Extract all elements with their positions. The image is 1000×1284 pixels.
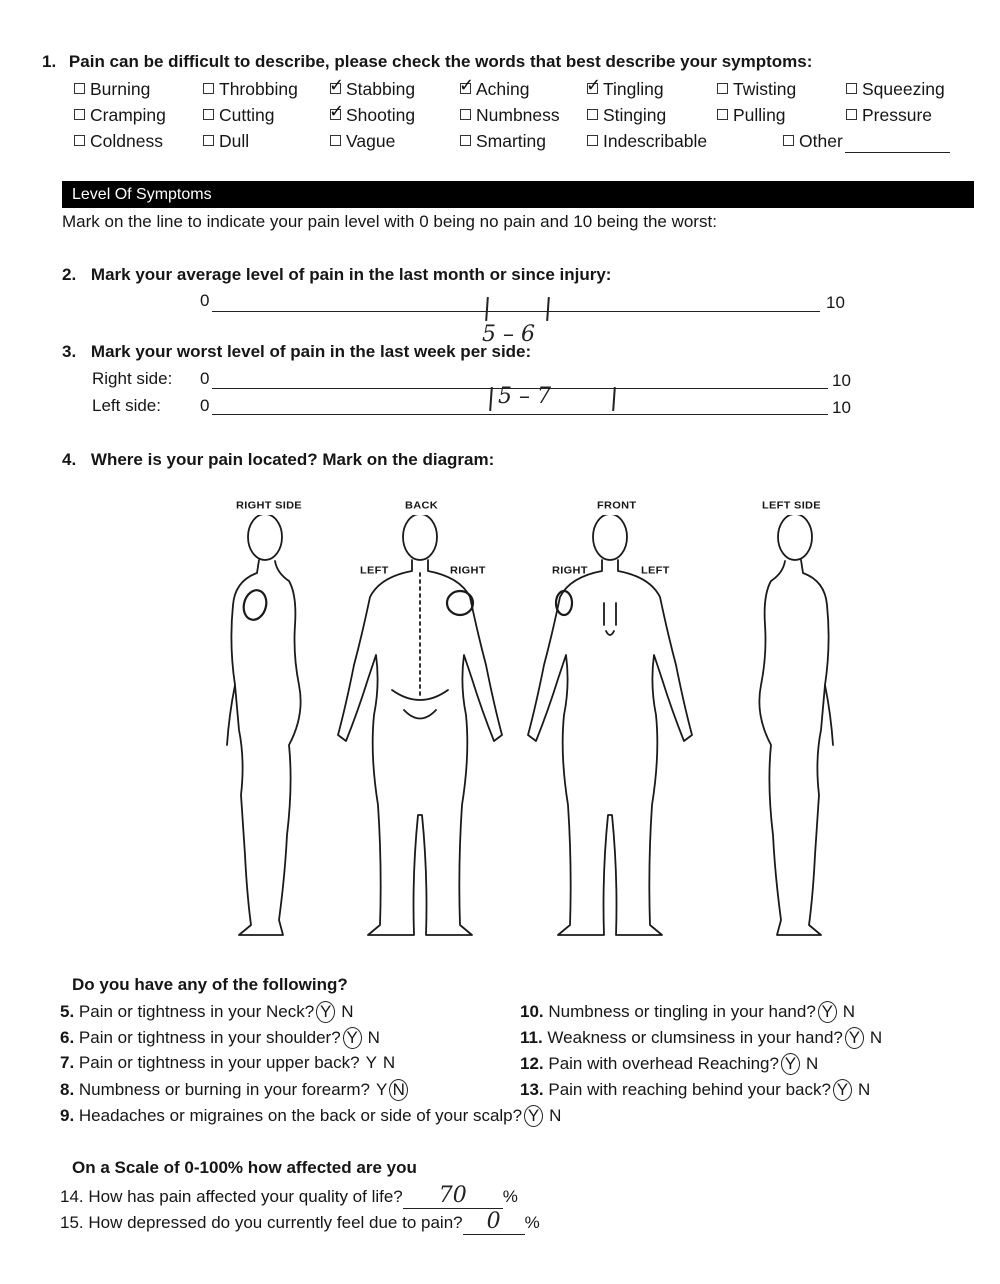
check-mark-icon: ✓ — [329, 75, 345, 95]
q3-prompt — [62, 342, 531, 362]
answer-no[interactable]: N — [389, 1079, 408, 1101]
q3-left-scale-line[interactable] — [212, 414, 828, 415]
question-number: 6. — [60, 1028, 79, 1047]
answer-yes[interactable]: Y — [524, 1105, 543, 1127]
answer-no[interactable]: N — [857, 1080, 871, 1099]
q3-handwritten-range: 5 – 7 — [498, 384, 551, 409]
checkbox-icon[interactable] — [203, 109, 214, 120]
answer-yes[interactable]: Y — [845, 1027, 864, 1049]
checkbox-icon[interactable] — [460, 109, 471, 120]
answer-yes[interactable]: Y — [343, 1027, 362, 1049]
q2-scale-line[interactable] — [212, 311, 820, 312]
figure-front[interactable] — [528, 515, 692, 935]
option-label: Pulling — [733, 105, 786, 125]
checkbox-icon[interactable] — [587, 135, 598, 146]
option-other[interactable] — [783, 131, 950, 153]
q2-text: Mark your average level of pain in the last month or since injury: — [90, 265, 612, 284]
option-label: Throbbing — [219, 79, 298, 99]
option-pulling[interactable] — [717, 105, 786, 126]
option-dull[interactable] — [203, 131, 249, 152]
q2-mark-5 — [485, 297, 489, 321]
checkbox-icon[interactable] — [846, 109, 857, 120]
q1-prompt — [42, 52, 812, 72]
option-twisting[interactable] — [717, 79, 796, 100]
answer-no[interactable]: N — [367, 1028, 380, 1047]
pain-mark-right-side-shoulder — [240, 588, 269, 623]
option-stinging[interactable] — [587, 105, 666, 126]
option-smarting[interactable] — [460, 131, 546, 152]
option-label: Dull — [219, 131, 250, 151]
q14-value-field[interactable]: 70 — [403, 1183, 503, 1209]
q15-row — [60, 1209, 540, 1235]
question-text: Pain with reaching behind your back? — [548, 1080, 831, 1099]
q4-number: 4. — [62, 450, 77, 469]
option-throbbing[interactable] — [203, 79, 298, 100]
answer-no[interactable]: N — [549, 1106, 562, 1125]
checkbox-icon[interactable] — [330, 135, 341, 146]
option-stabbing[interactable] — [329, 75, 416, 100]
question-number: 9. — [60, 1106, 79, 1125]
figure-back[interactable] — [338, 515, 502, 935]
label-front-right: RIGHT — [552, 565, 588, 577]
checked-checkbox-icon[interactable] — [329, 101, 345, 121]
option-label: Coldness — [90, 131, 163, 151]
q4-text: Where is your pain located? Mark on the diagram: — [90, 450, 495, 469]
option-label: Smarting — [476, 131, 547, 151]
option-label: Cramping — [90, 105, 166, 125]
option-pressure[interactable] — [846, 105, 932, 126]
answer-yes[interactable]: Y — [833, 1079, 852, 1101]
q3-left-mark-5 — [489, 387, 493, 411]
option-label: Pressure — [862, 105, 933, 125]
q4-prompt — [62, 450, 494, 470]
question-12 — [520, 1053, 818, 1075]
question-text: Pain or tightness in your upper back? — [78, 1053, 360, 1072]
option-label: Shooting — [346, 105, 416, 125]
q14-number: 14. — [60, 1187, 84, 1206]
question-number: 12. — [520, 1054, 549, 1073]
q15-text: How depressed do you currently feel due to pain? — [88, 1213, 463, 1232]
option-label: Aching — [476, 79, 530, 99]
question-9 — [60, 1105, 561, 1127]
q3-left-label: Left side: — [92, 396, 161, 415]
question-text: Pain or tightness in your Neck? — [78, 1002, 315, 1021]
option-label: Vague — [346, 131, 396, 151]
checked-checkbox-icon[interactable] — [459, 75, 475, 95]
question-number: 13. — [520, 1080, 549, 1099]
q3-left-mark-7 — [612, 387, 616, 411]
question-text: Numbness or burning in your forearm? — [78, 1080, 370, 1099]
check-mark-icon: ✓ — [586, 75, 602, 95]
answer-yes[interactable]: Y — [818, 1001, 837, 1023]
question-number: 7. — [60, 1053, 79, 1072]
question-text: Pain or tightness in your shoulder? — [78, 1028, 341, 1047]
option-shooting[interactable] — [329, 101, 416, 126]
question-6 — [60, 1027, 380, 1049]
checkbox-icon[interactable] — [717, 109, 728, 120]
question-text: Pain with overhead Reaching? — [548, 1054, 779, 1073]
question-11 — [520, 1027, 882, 1049]
option-indescribable[interactable] — [587, 131, 707, 152]
answer-no[interactable]: N — [341, 1002, 354, 1021]
pain-mark-back-right-shoulder — [447, 591, 473, 615]
figure-right-side[interactable] — [227, 515, 301, 935]
option-cramping[interactable] — [74, 105, 166, 126]
label-left-side: LEFT SIDE — [762, 500, 821, 512]
q1-number: 1. — [42, 52, 57, 71]
checkbox-icon[interactable] — [783, 135, 794, 146]
question-13 — [520, 1079, 870, 1101]
q14-unit: % — [502, 1187, 518, 1206]
checkbox-icon[interactable] — [460, 135, 471, 146]
figure-left-side[interactable] — [759, 515, 833, 935]
q2-handwritten-range: 5 – 6 — [482, 322, 535, 347]
check-mark-icon: ✓ — [459, 75, 475, 95]
checkbox-icon[interactable] — [203, 135, 214, 146]
q3-right-label: Right side: — [92, 369, 173, 388]
checkbox-icon[interactable] — [717, 83, 728, 94]
option-label: Burning — [90, 79, 151, 99]
question-number: 10. — [520, 1002, 549, 1021]
checkbox-icon[interactable] — [74, 109, 85, 120]
label-back: BACK — [405, 500, 438, 512]
q3-left-max-label: 10 — [832, 398, 851, 417]
label-back-right: RIGHT — [450, 565, 486, 577]
answer-no[interactable]: N — [842, 1002, 856, 1021]
question-number: 11. — [520, 1028, 548, 1047]
option-label: Squeezing — [862, 79, 945, 99]
q3-right-max-label: 10 — [832, 371, 851, 390]
question-number: 8. — [60, 1080, 79, 1099]
q15-unit: % — [524, 1213, 540, 1232]
q3-number: 3. — [62, 342, 77, 361]
option-label: Cutting — [219, 105, 275, 125]
q2-number: 2. — [62, 265, 77, 284]
option-label: Numbness — [476, 105, 560, 125]
option-tingling[interactable] — [586, 75, 664, 100]
question-number: 5. — [60, 1002, 79, 1021]
option-label: Indescribable — [603, 131, 708, 151]
other-fill-line[interactable] — [845, 131, 950, 153]
scale-heading: On a Scale of 0-100% how affected are you — [72, 1158, 417, 1177]
q2-min-label: 0 — [200, 291, 210, 310]
option-label: Tingling — [603, 79, 664, 99]
q14-text: How has pain affected your quality of life? — [88, 1187, 403, 1206]
check-mark-icon: ✓ — [329, 101, 345, 121]
label-front-left: LEFT — [641, 565, 670, 577]
label-front: FRONT — [597, 500, 637, 512]
q2-mark-6 — [546, 297, 550, 321]
option-numbness[interactable] — [460, 105, 560, 126]
option-cutting[interactable] — [203, 105, 274, 126]
q3-left-min-label: 0 — [200, 396, 210, 415]
option-coldness[interactable] — [74, 131, 163, 152]
question-5 — [60, 1001, 353, 1023]
checkbox-icon[interactable] — [587, 109, 598, 120]
answer-yes[interactable]: Y — [375, 1080, 388, 1099]
question-text: Headaches or migraines on the back or side of your scalp? — [78, 1106, 523, 1125]
option-vague[interactable] — [330, 131, 395, 152]
answer-yes[interactable]: Y — [365, 1053, 377, 1072]
question-text: Numbness or tingling in your hand? — [548, 1002, 816, 1021]
option-aching[interactable] — [459, 75, 530, 100]
checkbox-icon[interactable] — [74, 83, 85, 94]
question-text: Weakness or clumsiness in your hand? — [547, 1028, 843, 1047]
option-burning[interactable] — [74, 79, 150, 100]
answer-no[interactable]: N — [805, 1054, 819, 1073]
body-diagram[interactable] — [210, 515, 850, 955]
option-label: Other — [799, 131, 843, 151]
q2-max-label: 10 — [826, 293, 845, 312]
option-label: Stabbing — [346, 79, 416, 99]
option-squeezing[interactable] — [846, 79, 945, 100]
instruction-text: Mark on the line to indicate your pain level with 0 being no pain and 10 being the worst: — [62, 212, 717, 231]
level-of-symptoms-banner — [62, 181, 974, 208]
label-right-side: RIGHT SIDE — [236, 500, 302, 512]
option-label: Twisting — [733, 79, 797, 99]
q3-right-min-label: 0 — [200, 369, 210, 388]
answer-yes[interactable]: Y — [316, 1001, 335, 1023]
q1-text: Pain can be difficult to describe, please check the words that best describe your symptoms: — [68, 52, 813, 71]
followups-heading: Do you have any of the following? — [72, 975, 348, 994]
q3-text: Mark your worst level of pain in the last week per side: — [90, 342, 532, 361]
checked-checkbox-icon[interactable] — [329, 75, 345, 95]
banner-title: Level Of Symptoms — [72, 186, 212, 203]
answer-no[interactable]: N — [382, 1053, 396, 1072]
q15-number: 15. — [60, 1213, 84, 1232]
q15-value-field[interactable]: 0 — [463, 1209, 525, 1235]
answer-yes[interactable]: Y — [781, 1053, 800, 1075]
question-10 — [520, 1001, 855, 1023]
question-8 — [60, 1079, 408, 1101]
question-7 — [60, 1053, 395, 1073]
option-label: Stinging — [603, 105, 667, 125]
q14-row — [60, 1183, 518, 1209]
checkbox-icon[interactable] — [203, 83, 214, 94]
answer-no[interactable]: N — [869, 1028, 883, 1047]
label-back-left: LEFT — [360, 565, 389, 577]
checked-checkbox-icon[interactable] — [586, 75, 602, 95]
q2-prompt — [62, 265, 611, 285]
checkbox-icon[interactable] — [846, 83, 857, 94]
checkbox-icon[interactable] — [74, 135, 85, 146]
